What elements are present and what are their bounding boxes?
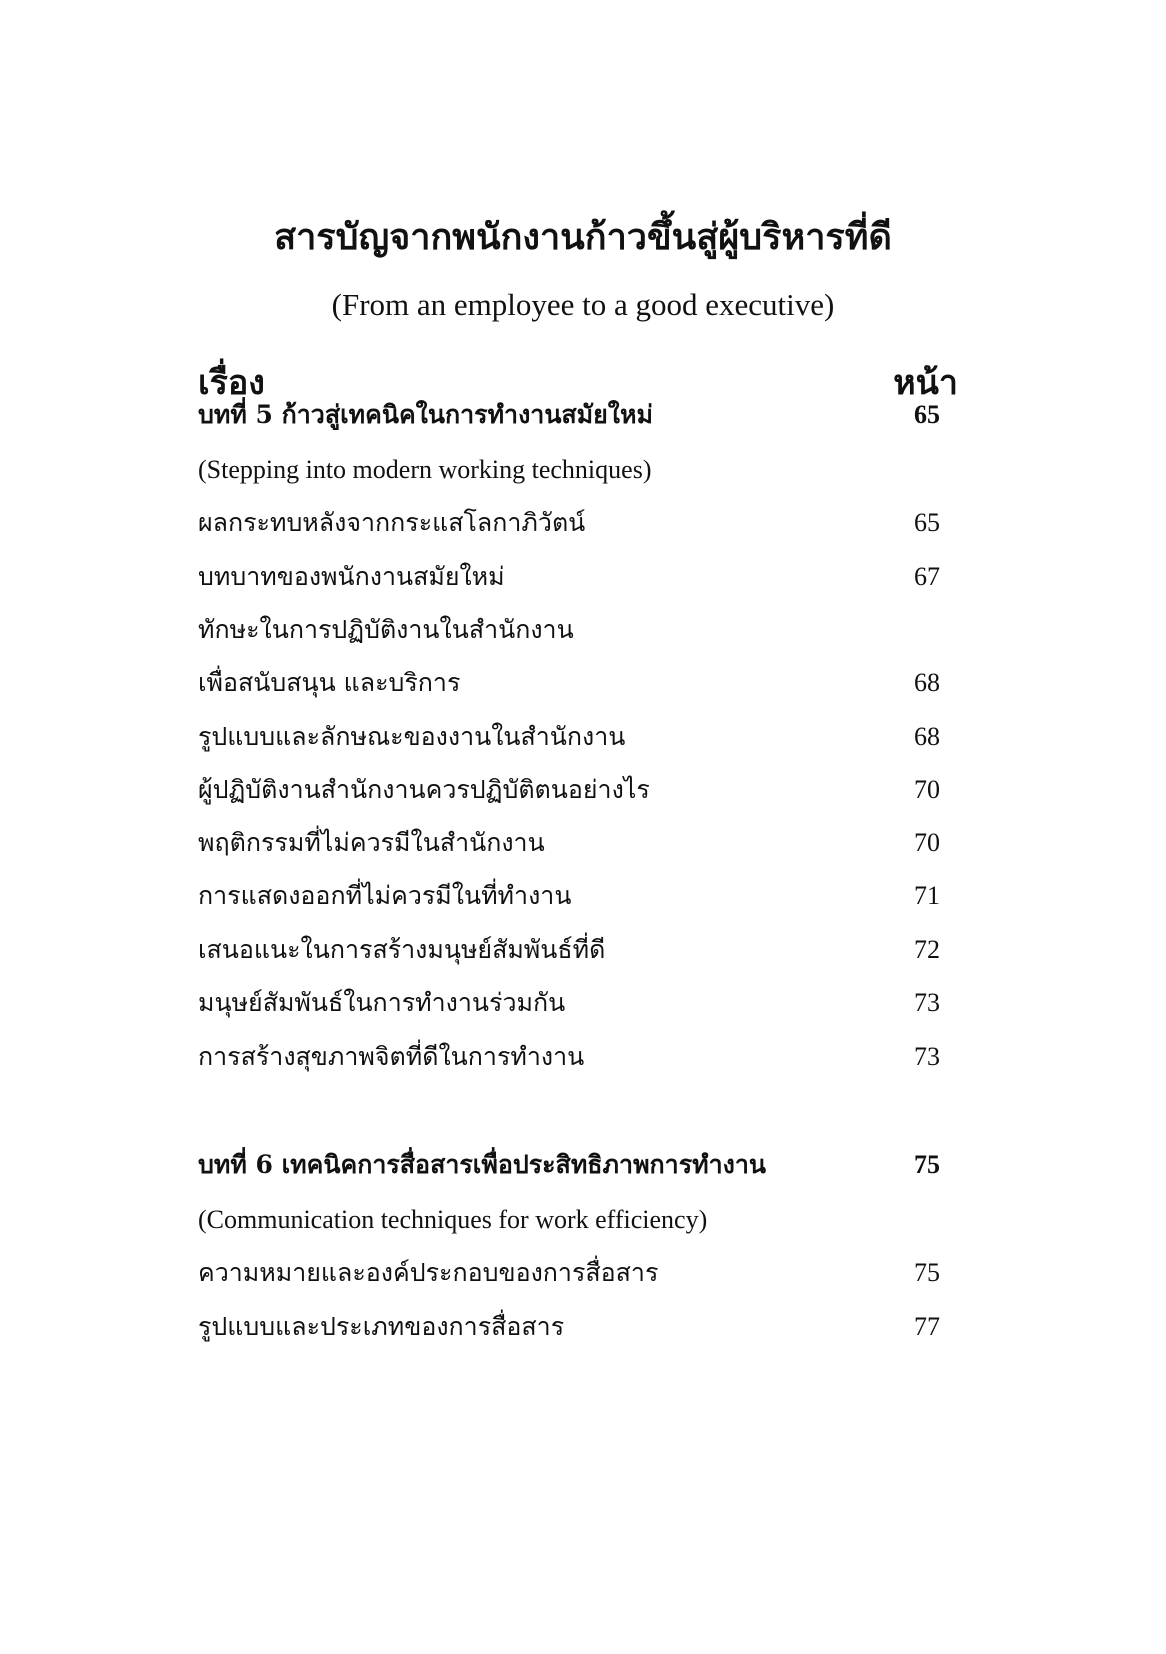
- toc-entry: [198, 879, 940, 913]
- toc-entry: [198, 1040, 940, 1074]
- toc-entry-page: 67: [914, 562, 940, 591]
- toc-entry-page: 68: [914, 668, 940, 697]
- toc-entry: [198, 613, 940, 647]
- toc-entry-page: 70: [914, 828, 940, 857]
- toc-entry: [198, 773, 940, 807]
- book-title: สารบัญจากพนักงานก้าวขึ้นสู่ผู้บริหารที่ดี: [274, 216, 892, 258]
- toc-entry-page: 71: [914, 881, 940, 910]
- toc-entry-page: 68: [914, 722, 940, 751]
- toc-entry-page: 73: [914, 1042, 940, 1071]
- toc-entry-page: 75: [914, 1258, 940, 1287]
- toc-entry-page: 72: [914, 935, 940, 964]
- toc-entry-label: รูปแบบและประเภทของการสื่อสาร: [198, 1312, 565, 1341]
- toc-entry: [198, 933, 940, 967]
- chapter-title: บทที่ 6 เทคนิคการสื่อสารเพื่อประสิทธิภาพการทำงาน: [198, 1150, 767, 1179]
- chapter-5-heading: [198, 398, 940, 432]
- book-subtitle: (From an employee to a good executive): [331, 287, 835, 322]
- chapter-5-subtitle: (Stepping into modern working techniques): [198, 455, 652, 484]
- toc-entry-page: 77: [914, 1312, 940, 1341]
- toc-entry: [198, 1310, 940, 1344]
- toc-entry-label: เสนอแนะในการสร้างมนุษย์สัมพันธ์ที่ดี: [198, 935, 606, 964]
- toc-entry-page: 65: [914, 508, 940, 537]
- toc-entry-label: การแสดงออกที่ไม่ควรมีในที่ทำงาน: [198, 881, 572, 910]
- chapter-title: บทที่ 5 ก้าวสู่เทคนิคในการทำงานสมัยใหม่: [198, 400, 653, 429]
- chapter-page: 65: [914, 400, 940, 429]
- toc-entry-label: รูปแบบและลักษณะของงานในสำนักงาน: [198, 722, 626, 751]
- toc-entry-label: ผลกระทบหลังจากกระแสโลกาภิวัตน์: [198, 508, 586, 537]
- toc-entry: [198, 560, 940, 594]
- toc-entry-label: มนุษย์สัมพันธ์ในการทำงานร่วมกัน: [198, 988, 566, 1017]
- chapter-page: 75: [914, 1150, 940, 1179]
- toc-entry: [198, 986, 940, 1020]
- chapter-6-heading: [198, 1148, 940, 1182]
- toc-entry-label: ความหมายและองค์ประกอบของการสื่อสาร: [198, 1258, 659, 1287]
- toc-entry-label: เพื่อสนับสนุน และบริการ: [198, 668, 461, 697]
- toc-entry: [198, 826, 940, 860]
- toc-entry: [198, 1256, 940, 1290]
- toc-entry-label: ทักษะในการปฏิบัติงานในสำนักงาน: [198, 615, 574, 644]
- toc-entry-label: พฤติกรรมที่ไม่ควรมีในสำนักงาน: [198, 828, 545, 857]
- topic-column-label: เรื่อง: [198, 363, 265, 403]
- toc-entry: [198, 506, 940, 540]
- toc-entry-page: 70: [914, 775, 940, 804]
- chapter-6-subtitle: (Communication techniques for work efficiency): [198, 1205, 708, 1234]
- toc-entry: [198, 666, 940, 700]
- toc-entry: [198, 720, 940, 754]
- toc-entry-page: 73: [914, 988, 940, 1017]
- toc-entry-label: ผู้ปฏิบัติงานสำนักงานควรปฏิบัติตนอย่างไร: [198, 775, 650, 804]
- toc-entry-label: บทบาทของพนักงานสมัยใหม่: [198, 562, 505, 591]
- page-column-label: หน้า: [893, 363, 958, 403]
- toc-entry-label: การสร้างสุขภาพจิตที่ดีในการทำงาน: [198, 1042, 585, 1071]
